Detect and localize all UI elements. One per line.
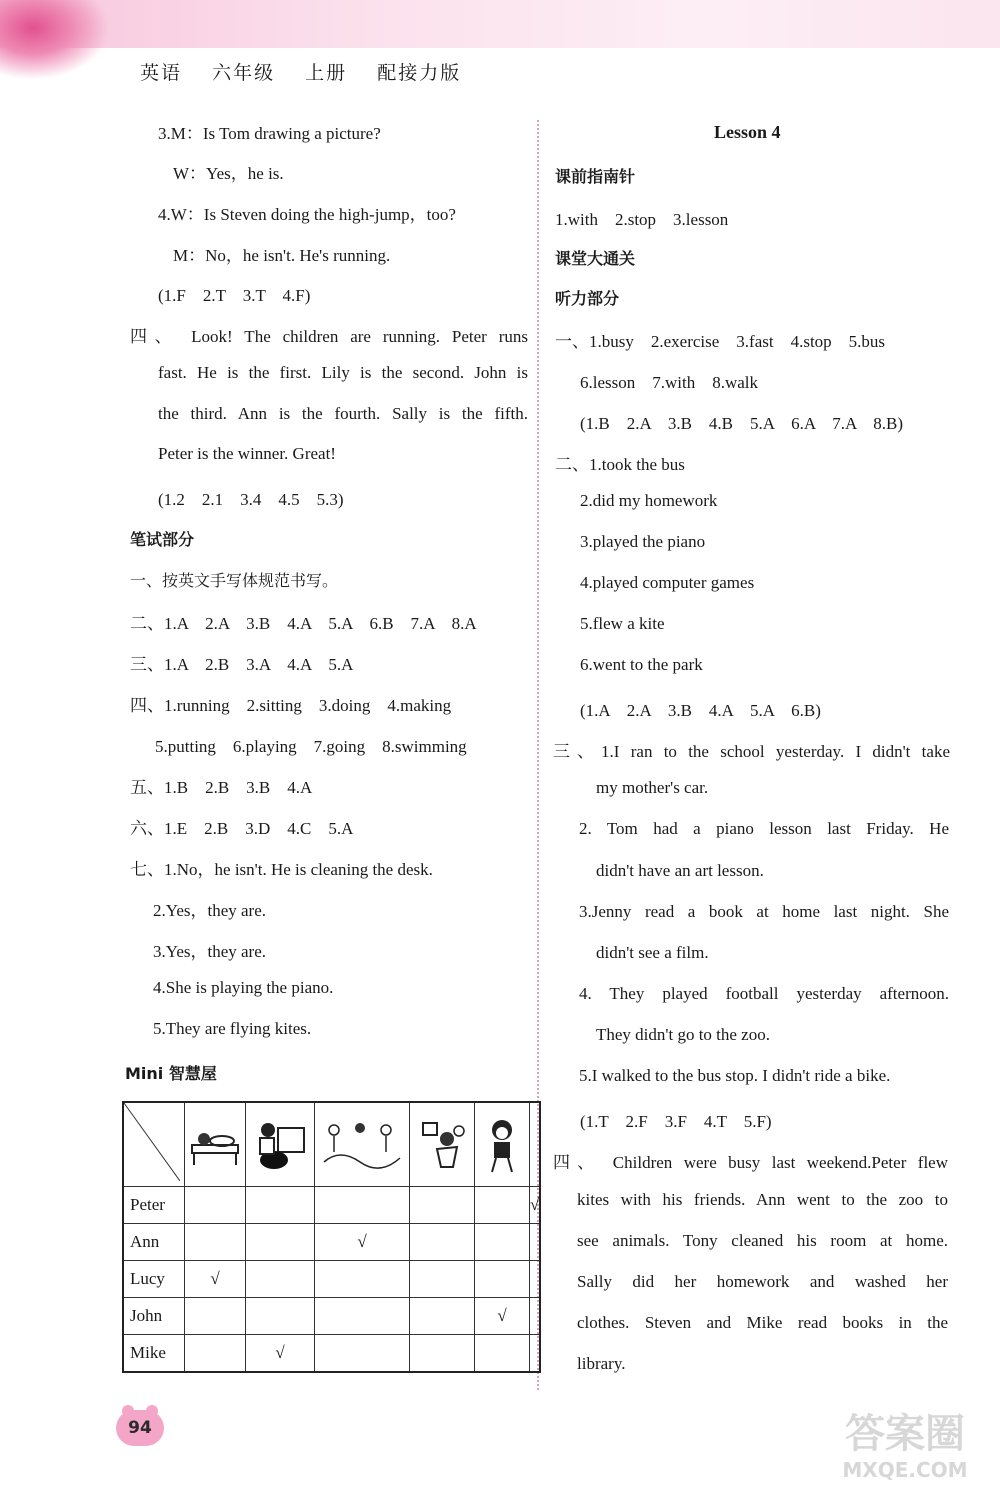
table-cell <box>530 1261 541 1298</box>
book-title <box>140 58 483 85</box>
table-cell <box>475 1335 530 1373</box>
table-cell <box>246 1187 315 1224</box>
table-cell <box>410 1187 475 1224</box>
answer-line: 七、1.No，he isn't. He is cleaning the desk. <box>130 860 433 879</box>
table-cell <box>475 1187 530 1224</box>
table-cell <box>410 1335 475 1373</box>
section-heading: 课堂大通关 <box>555 249 636 268</box>
answer-line: 六、1.E 2.B 3.D 4.C 5.A <box>130 819 354 838</box>
answer-line: 5.flew a kite <box>580 614 665 633</box>
answer-line: 四、 Children were busy last weekend.Peter flew <box>553 1153 948 1172</box>
picture-sleeping <box>185 1102 246 1187</box>
table-cell <box>246 1261 315 1298</box>
answer-line: 5.They are flying kites. <box>153 1019 312 1038</box>
check-mark: √ <box>315 1224 410 1261</box>
page-number-badge: 94 <box>116 1410 164 1446</box>
answer-line: (1.T 2.F 3.F 4.T 5.F) <box>580 1112 772 1131</box>
answer-line: 3.M：Is Tom drawing a picture? <box>158 124 381 143</box>
answer-line: 四、 Look! The children are running. Peter runs <box>130 327 528 346</box>
table-cell <box>410 1298 475 1335</box>
row-name: Ann <box>123 1224 185 1261</box>
answer-line: Sally did her homework and washed her <box>577 1272 948 1291</box>
picture-playing-piano <box>246 1102 315 1187</box>
zoo-icon <box>320 1118 404 1172</box>
table-cell <box>246 1298 315 1335</box>
subject: 英语 <box>140 62 183 84</box>
answer-line: my mother's car. <box>596 778 709 797</box>
table-cell <box>246 1224 315 1261</box>
table-row <box>123 1298 540 1335</box>
table-header-row <box>123 1102 540 1187</box>
answer-line: see animals. Tony cleaned his room at home. <box>577 1231 948 1250</box>
check-mark: √ <box>246 1335 315 1373</box>
table-cell <box>475 1224 530 1261</box>
answer-line: 4.She is playing the piano. <box>153 978 334 997</box>
row-name: Peter <box>123 1187 185 1224</box>
answer-line: M：No，he isn't. He's running. <box>173 246 391 265</box>
answer-line: 三、1.A 2.B 3.A 4.A 5.A <box>130 655 354 674</box>
table-cell <box>185 1224 246 1261</box>
picture-cleaning <box>410 1102 475 1187</box>
answer-line: They didn't go to the zoo. <box>596 1025 770 1044</box>
table-cell <box>185 1298 246 1335</box>
answer-line: (1.B 2.A 3.B 4.B 5.A 6.A 7.A 8.B) <box>580 414 904 433</box>
answer-line: 四、1.running 2.sitting 3.doing 4.making <box>130 696 452 715</box>
volume: 上册 <box>305 62 348 84</box>
diagonal-corner-cell <box>123 1102 185 1187</box>
table-row <box>123 1224 540 1261</box>
edition: 配接力版 <box>377 62 462 84</box>
diagonal-line <box>124 1103 180 1181</box>
table-cell <box>315 1187 410 1224</box>
check-mark: √ <box>475 1298 530 1335</box>
table-cell <box>530 1335 541 1373</box>
answer-line: (1.F 2.T 3.T 4.F) <box>158 286 311 305</box>
answer-line: (1.2 2.1 3.4 4.5 5.3) <box>158 490 344 509</box>
table-cell <box>315 1298 410 1335</box>
cleaning-icon <box>417 1117 467 1173</box>
answer-line: 2.Yes，they are. <box>153 901 267 920</box>
check-mark: √ <box>185 1261 246 1298</box>
answer-line: 三、1.I ran to the school yesterday. I didn't take <box>553 742 950 761</box>
answer-line: Peter is the winner. Great! <box>158 444 336 463</box>
table-cell <box>475 1261 530 1298</box>
watermark <box>820 1410 990 1500</box>
answer-line: 1.with 2.stop 3.lesson <box>555 210 729 229</box>
answer-line: library. <box>577 1354 626 1373</box>
flower-icon <box>0 0 110 80</box>
row-name: John <box>123 1298 185 1335</box>
check-mark: √ <box>530 1187 541 1224</box>
answer-line: didn't see a film. <box>596 943 709 962</box>
answer-line: 五、1.B 2.B 3.B 4.A <box>130 778 313 797</box>
kite-boy-icon <box>480 1116 524 1174</box>
watermark-top: 答案圈 <box>845 1411 965 1457</box>
section-heading: 笔试部分 <box>130 530 195 549</box>
answer-line: 二、1.took the bus <box>555 455 685 474</box>
answer-line: (1.A 2.A 3.B 4.A 5.A 6.B) <box>580 701 821 720</box>
answer-line: fast. He is the first. Lily is the second. John is <box>158 363 528 382</box>
answer-line: kites with his friends. Ann went to the zoo to <box>577 1190 948 1209</box>
answer-line: 6.went to the park <box>580 655 703 674</box>
answer-line: 5.I walked to the bus stop. I didn't ride a bike. <box>579 1066 891 1085</box>
picture-zoo <box>315 1102 410 1187</box>
piano-icon <box>252 1118 308 1172</box>
answer-line: 4.played computer games <box>580 573 755 592</box>
section-heading: Mini 智慧屋 <box>125 1064 217 1083</box>
table-row <box>123 1261 540 1298</box>
lesson-title: Lesson 4 <box>714 122 781 142</box>
answer-line: 4. They played football yesterday afternoon. <box>579 984 949 1003</box>
answer-line: W：Yes，he is. <box>173 164 284 183</box>
table-cell <box>315 1261 410 1298</box>
header-decoration-band <box>0 0 1000 48</box>
table-row <box>123 1335 540 1373</box>
answer-line: 2. Tom had a piano lesson last Friday. He <box>579 819 949 838</box>
answer-line: clothes. Steven and Mike read books in the <box>577 1313 948 1332</box>
table-cell <box>410 1261 475 1298</box>
table-cell <box>530 1298 541 1335</box>
picture-flying-kite <box>475 1102 530 1187</box>
activity-table <box>122 1101 541 1373</box>
answer-line: 二、1.A 2.A 3.B 4.A 5.A 6.B 7.A 8.A <box>130 614 477 633</box>
row-name: Lucy <box>123 1261 185 1298</box>
table-cell <box>315 1335 410 1373</box>
table-cell <box>185 1335 246 1373</box>
answer-line: the third. Ann is the fourth. Sally is the fifth. <box>158 404 528 423</box>
grade: 六年级 <box>212 62 276 84</box>
answer-line: 6.lesson 7.with 8.walk <box>580 373 759 392</box>
answer-line: didn't have an art lesson. <box>596 861 764 880</box>
sleeping-icon <box>188 1123 242 1167</box>
answer-line: 4.W：Is Steven doing the high-jump，too? <box>158 205 456 224</box>
section-heading: 听力部分 <box>555 289 620 308</box>
table-row <box>123 1187 540 1224</box>
watermark-bottom: MXQE.COM <box>842 1458 968 1482</box>
answer-line: 3.Jenny read a book at home last night. She <box>579 902 949 921</box>
row-name: Mike <box>123 1335 185 1373</box>
table-cell <box>185 1187 246 1224</box>
answer-line: 3.Yes，they are. <box>153 942 267 961</box>
table-cell <box>410 1224 475 1261</box>
answer-line: 5.putting 6.playing 7.going 8.swimming <box>155 737 467 756</box>
answer-line: 一、1.busy 2.exercise 3.fast 4.stop 5.bus <box>555 332 886 351</box>
answer-line: 3.played the piano <box>580 532 706 551</box>
table-cell <box>530 1224 541 1261</box>
section-heading: 课前指南针 <box>555 167 636 186</box>
answer-line: 一、按英文手写体规范书写。 <box>130 571 339 590</box>
answer-line: 2.did my homework <box>580 491 718 510</box>
